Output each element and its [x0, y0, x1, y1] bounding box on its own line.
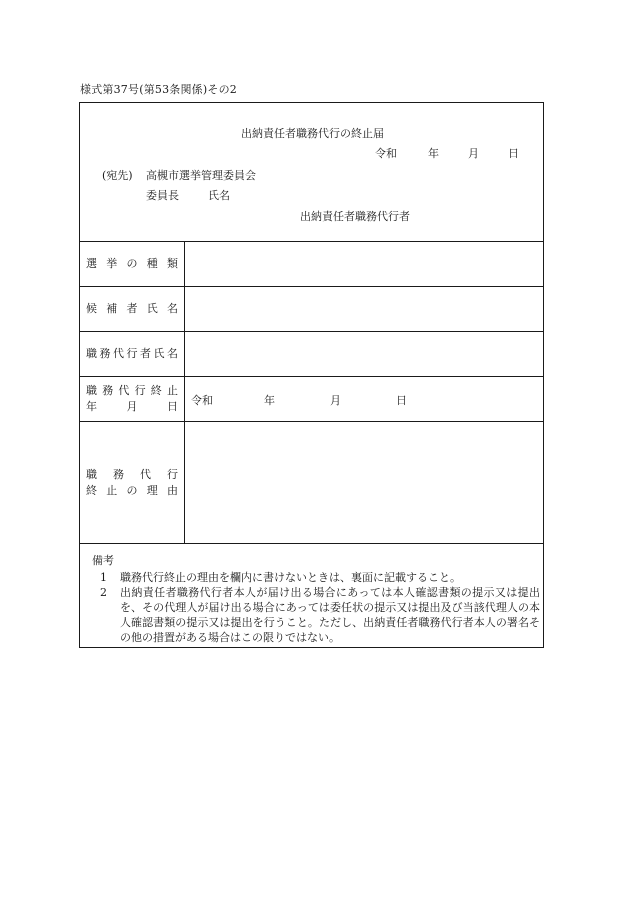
note-item	[100, 570, 540, 585]
label-line: 職務代行	[86, 468, 178, 481]
label-line: 終止の理由	[86, 484, 178, 497]
note-text: 出納責任者職務代行者本人が届け出る場合にあっては本人確認書類の提示又は提出を、その代理人が届け出る場合にあっては委任状の提示又は提出及び当該代理人の本人確認書類の提示又は提出を行うこと。ただし、出納責任者職務代行者本人の署名その他の措置がある場合はこの限りではない。	[120, 586, 540, 644]
divider	[80, 421, 543, 422]
date-day: 日	[508, 147, 519, 160]
note-text: 職務代行終止の理由を欄内に書けないときは、裏面に記載すること。	[120, 571, 461, 584]
date-year: 年	[428, 147, 439, 160]
row-label-deputy-name	[86, 346, 178, 362]
note-item	[100, 585, 540, 645]
label-line: 年月日	[86, 400, 178, 413]
chair-name-label: 氏名	[208, 189, 230, 202]
form-title: 出納責任者職務代行の終止届	[241, 127, 384, 140]
divider	[80, 331, 543, 332]
row-label-end-reason	[86, 467, 178, 499]
divider	[80, 376, 543, 377]
note-number: 2	[100, 586, 107, 599]
addressee-prefix: (宛先)	[102, 169, 133, 182]
notes-title: 備考	[92, 554, 114, 567]
label-text: 候補者氏名	[86, 302, 178, 315]
divider	[80, 543, 543, 544]
row-label-election-type	[86, 256, 178, 272]
divider	[80, 286, 543, 287]
label-text: 職務代行者氏名	[86, 347, 178, 360]
form-number: 様式第37号(第53条関係)その2	[80, 83, 237, 96]
date-day: 日	[396, 394, 407, 407]
note-number: 1	[100, 571, 107, 584]
date-era: 令和	[191, 394, 213, 407]
label-text: 選挙の種類	[86, 257, 178, 270]
chair-title: 委員長	[146, 189, 179, 202]
row-label-end-date	[86, 383, 178, 415]
date-month: 月	[330, 394, 341, 407]
form-frame	[79, 102, 544, 648]
date-era: 令和	[375, 147, 397, 160]
row-label-candidate-name	[86, 301, 178, 317]
divider	[80, 241, 543, 242]
column-divider	[184, 241, 185, 543]
date-year: 年	[264, 394, 275, 407]
reporter-label: 出納責任者職務代行者	[300, 210, 410, 223]
end-date-field[interactable]	[191, 392, 407, 408]
submission-date	[375, 145, 519, 161]
addressee: 高槻市選挙管理委員会	[146, 169, 256, 182]
label-line: 職務代行終止	[86, 384, 178, 397]
date-month: 月	[468, 147, 479, 160]
